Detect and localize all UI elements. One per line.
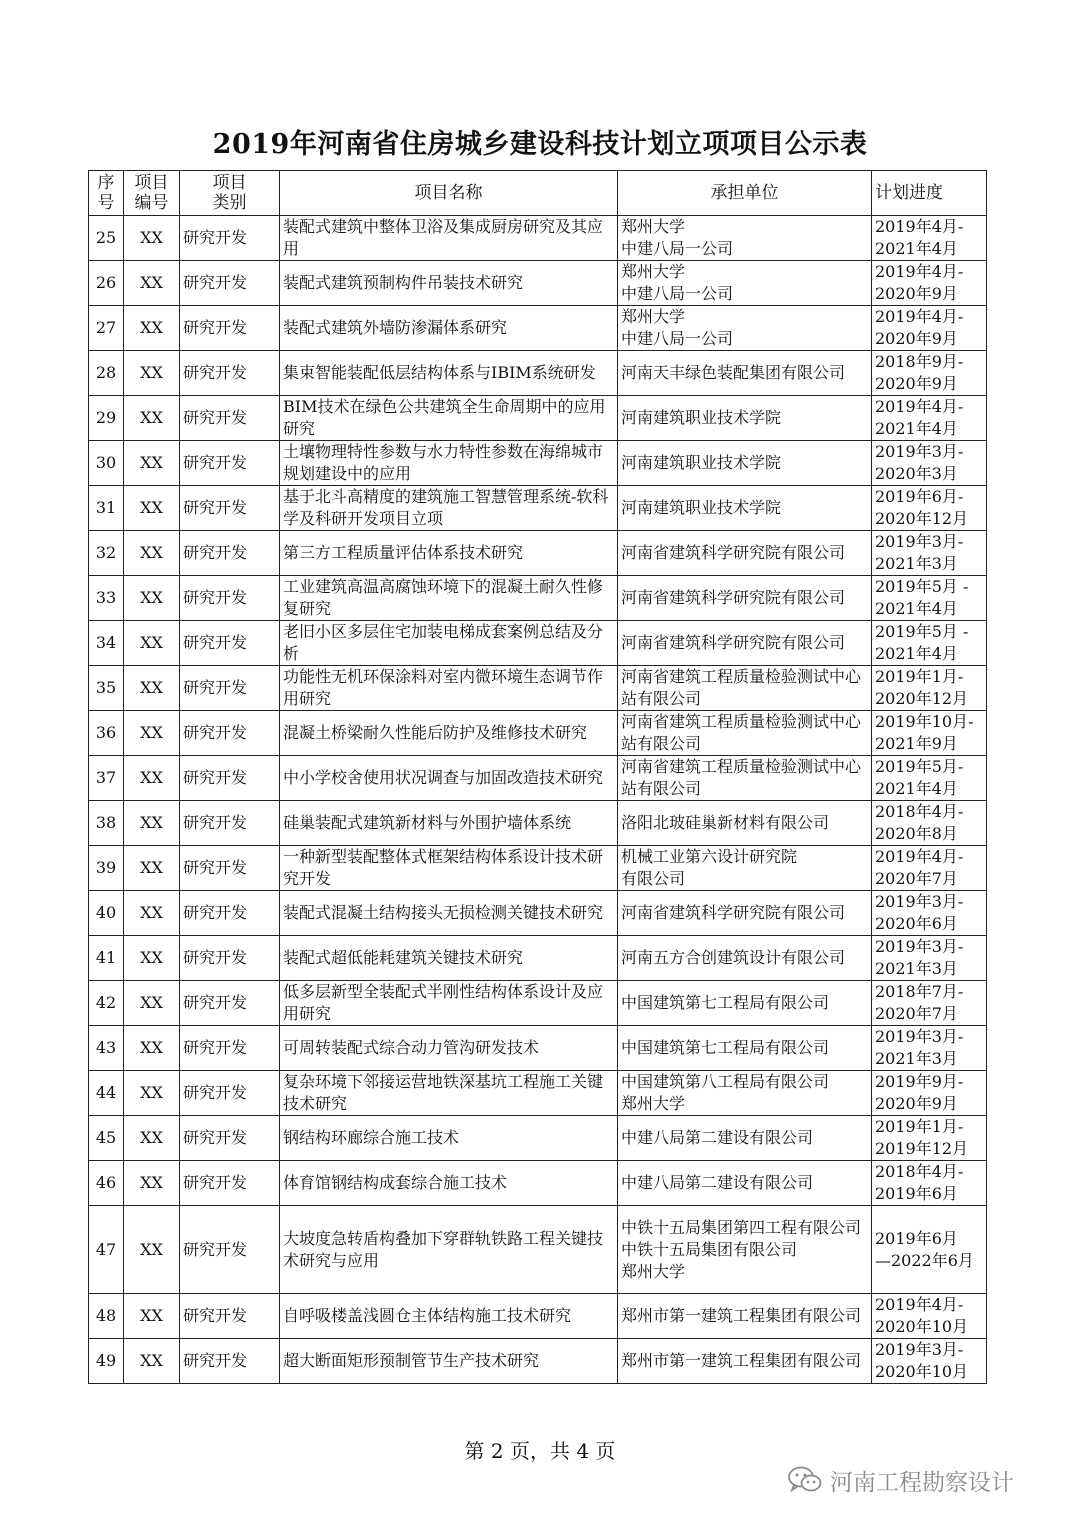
row-name: 老旧小区多层住宅加装电梯成套案例总结及分析 [280,621,618,666]
header-name: 项目名称 [280,171,618,216]
row-unit [618,396,872,441]
schedule-line: 2021年4月 [875,599,958,618]
row-name: 装配式超低能耗建筑关键技术研究 [280,936,618,981]
schedule-line: 2020年12月 [875,509,969,528]
schedule-line: 2020年9月 [875,329,958,348]
row-unit [618,441,872,486]
row-category: 研究开发 [180,666,280,711]
schedule-line: 2021年3月 [875,1049,958,1068]
row-schedule [872,261,987,306]
row-category: 研究开发 [180,306,280,351]
row-seq: 42 [89,981,124,1026]
schedule-line: 2019年5月 - [875,622,969,641]
page-number: 第 2 页，共 4 页 [464,1439,616,1463]
wechat-icon [788,1466,822,1494]
row-code: XX [124,306,180,351]
row-name: 可周转装配式综合动力管沟研发技术 [280,1026,618,1071]
row-unit [618,486,872,531]
row-schedule [872,846,987,891]
unit-line: 中国建筑第七工程局有限公司 [621,1038,830,1057]
table-row [89,576,987,621]
schedule-line: 2019年4月- [875,217,964,236]
row-code: XX [124,1071,180,1116]
row-seq: 31 [89,486,124,531]
schedule-line: 2019年1月- [875,1117,964,1136]
header-code: 项目 编号 [124,171,180,216]
row-unit [618,801,872,846]
row-seq: 45 [89,1116,124,1161]
unit-line: 中国建筑第七工程局有限公司 [621,993,830,1012]
row-name: 自呼吸楼盖浅圆仓主体结构施工技术研究 [280,1294,618,1339]
row-schedule [872,621,987,666]
unit-line: 河南建筑职业技术学院 [621,408,782,427]
row-code: XX [124,756,180,801]
table-row [89,1026,987,1071]
row-unit [618,981,872,1026]
row-name: 功能性无机环保涂料对室内微环境生态调节作用研究 [280,666,618,711]
row-code: XX [124,396,180,441]
watermark [788,1462,1014,1498]
row-schedule [872,666,987,711]
schedule-line: 2020年9月 [875,284,958,303]
table-row [89,306,987,351]
row-code: XX [124,936,180,981]
schedule-line: 2020年6月 [875,914,958,933]
schedule-line: 2019年5月 - [875,577,969,596]
row-seq: 37 [89,756,124,801]
row-unit [618,1071,872,1116]
row-code: XX [124,1339,180,1384]
table-row [89,711,987,756]
row-unit [618,261,872,306]
row-seq: 34 [89,621,124,666]
schedule-line: 2019年4月- [875,847,964,866]
schedule-line: 2019年3月- [875,1027,964,1046]
unit-line: 中国建筑第八工程局有限公司 [621,1072,830,1091]
row-seq: 41 [89,936,124,981]
row-category: 研究开发 [180,1026,280,1071]
row-seq: 25 [89,216,124,261]
table-row [89,666,987,711]
row-category: 研究开发 [180,756,280,801]
row-code: XX [124,216,180,261]
schedule-line: 2019年3月- [875,532,964,551]
row-code: XX [124,441,180,486]
row-code: XX [124,1026,180,1071]
row-unit [618,1116,872,1161]
schedule-line: 2020年12月 [875,689,969,708]
unit-line: 河南天丰绿色装配集团有限公司 [621,363,846,382]
row-name: 工业建筑高温高腐蚀环境下的混凝土耐久性修复研究 [280,576,618,621]
row-code: XX [124,981,180,1026]
row-unit [618,306,872,351]
row-schedule [872,801,987,846]
page-title: 2019年河南省住房城乡建设科技计划立项项目公示表 [212,129,868,160]
row-category: 研究开发 [180,1071,280,1116]
row-category: 研究开发 [180,621,280,666]
unit-line: 河南省建筑工程质量检验测试中心站有限公司 [621,712,862,753]
unit-line: 河南五方合创建筑设计有限公司 [621,948,846,967]
row-unit [618,1339,872,1384]
row-category: 研究开发 [180,891,280,936]
unit-line: 中建八局一公司 [621,239,734,258]
schedule-line: 2020年10月 [875,1317,969,1336]
unit-line: 郑州大学 [621,307,686,326]
row-code: XX [124,531,180,576]
header-schedule: 计划进度 [872,171,987,216]
table-row [89,1294,987,1339]
row-code: XX [124,621,180,666]
row-category: 研究开发 [180,1294,280,1339]
unit-line: 中铁十五局集团有限公司 [621,1239,798,1259]
row-schedule [872,756,987,801]
row-unit [618,891,872,936]
row-category: 研究开发 [180,216,280,261]
row-seq: 36 [89,711,124,756]
schedule-line: 2019年3月- [875,937,964,956]
unit-line: 河南建筑职业技术学院 [621,498,782,517]
schedule-line: 2018年4月- [875,1162,964,1181]
unit-line: 河南建筑职业技术学院 [621,453,782,472]
row-schedule [872,1206,987,1294]
row-schedule [872,981,987,1026]
row-name: 钢结构环廊综合施工技术 [280,1116,618,1161]
row-code: XX [124,576,180,621]
schedule-line: 2019年3月- [875,1340,964,1359]
header-seq: 序 号 [89,171,124,216]
table-row [89,261,987,306]
row-unit [618,711,872,756]
row-schedule [872,486,987,531]
row-schedule [872,396,987,441]
schedule-line: 2019年1月- [875,667,964,686]
row-unit [618,576,872,621]
row-category: 研究开发 [180,1161,280,1206]
row-name: 中小学校舍使用状况调查与加固改造技术研究 [280,756,618,801]
table-row [89,846,987,891]
unit-line: 河南省建筑科学研究院有限公司 [621,903,846,922]
row-category: 研究开发 [180,711,280,756]
row-seq: 49 [89,1339,124,1384]
schedule-line: 2019年4月- [875,262,964,281]
table-row [89,621,987,666]
unit-line: 中建八局一公司 [621,329,734,348]
row-unit [618,621,872,666]
schedule-line: 2020年10月 [875,1362,969,1381]
row-name: 体育馆钢结构成套综合施工技术 [280,1161,618,1206]
row-name: 集束智能装配低层结构体系与IBIM系统研发 [280,351,618,396]
schedule-line: 2018年4月- [875,802,964,821]
unit-line: 有限公司 [621,869,686,888]
unit-line: 中建八局第二建设有限公司 [621,1173,814,1192]
schedule-line: 2021年4月 [875,239,958,258]
row-schedule [872,441,987,486]
row-name: 装配式建筑中整体卫浴及集成厨房研究及其应用 [280,216,618,261]
row-unit [618,936,872,981]
table-row [89,1071,987,1116]
row-category: 研究开发 [180,1206,280,1294]
row-name: 装配式建筑预制构件吊装技术研究 [280,261,618,306]
schedule-line: 2018年7月- [875,982,964,1001]
row-code: XX [124,1294,180,1339]
table-row [89,891,987,936]
row-code: XX [124,261,180,306]
row-code: XX [124,801,180,846]
schedule-line: 2021年4月 [875,644,958,663]
schedule-line: 2019年5月- [875,757,964,776]
schedule-line: 2019年10月- [875,712,974,731]
row-code: XX [124,666,180,711]
table-row [89,216,987,261]
unit-line: 中铁十五局集团第四工程有限公司 [621,1217,862,1237]
row-schedule [872,531,987,576]
schedule-line: 2019年6月 [875,1184,958,1203]
header-category: 项目 类别 [180,171,280,216]
row-seq: 48 [89,1294,124,1339]
row-category: 研究开发 [180,801,280,846]
table-row [89,531,987,576]
unit-line: 河南省建筑科学研究院有限公司 [621,543,846,562]
table-row [89,1339,987,1384]
row-unit [618,846,872,891]
header-unit: 承担单位 [618,171,872,216]
table-row [89,936,987,981]
schedule-line: 2019年4月- [875,1295,964,1314]
row-name: BIM技术在绿色公共建筑全生命周期中的应用研究 [280,396,618,441]
row-schedule [872,216,987,261]
unit-line: 郑州大学 [621,262,686,281]
row-category: 研究开发 [180,576,280,621]
row-schedule [872,1026,987,1071]
unit-line: 郑州大学 [621,1261,686,1281]
row-unit [618,666,872,711]
schedule-line: 2021年4月 [875,779,958,798]
row-name: 大坡度急转盾构叠加下穿群轨铁路工程关键技术研究与应用 [280,1206,618,1294]
row-category: 研究开发 [180,936,280,981]
schedule-line: 2019年12月 [875,1139,969,1158]
unit-line: 河南省建筑科学研究院有限公司 [621,633,846,652]
row-code: XX [124,891,180,936]
row-category: 研究开发 [180,981,280,1026]
table-row [89,1116,987,1161]
row-code: XX [124,846,180,891]
row-category: 研究开发 [180,846,280,891]
row-schedule [872,351,987,396]
row-category: 研究开发 [180,531,280,576]
table-header-row [89,171,987,216]
unit-line: 中建八局一公司 [621,284,734,303]
schedule-line: 2021年9月 [875,734,958,753]
schedule-line: 2020年7月 [875,1004,958,1023]
row-seq: 44 [89,1071,124,1116]
schedule-line: 2019年6月- [875,487,964,506]
table-row [89,801,987,846]
schedule-line: 2020年9月 [875,374,958,393]
row-seq: 40 [89,891,124,936]
schedule-line: 2021年4月 [875,419,958,438]
row-name: 低多层新型全装配式半刚性结构体系设计及应用研究 [280,981,618,1026]
watermark-text: 河南工程勘察设计 [830,1469,1014,1496]
row-unit [618,531,872,576]
unit-line: 河南省建筑科学研究院有限公司 [621,588,846,607]
row-unit [618,1161,872,1206]
row-seq: 47 [89,1206,124,1294]
unit-line: 河南省建筑工程质量检验测试中心站有限公司 [621,667,862,708]
row-schedule [872,1294,987,1339]
row-seq: 43 [89,1026,124,1071]
schedule-line: 2020年9月 [875,1094,958,1113]
schedule-line: 2019年4月- [875,307,964,326]
row-seq: 33 [89,576,124,621]
row-name: 装配式建筑外墙防渗漏体系研究 [280,306,618,351]
row-category: 研究开发 [180,396,280,441]
row-name: 装配式混凝土结构接头无损检测关键技术研究 [280,891,618,936]
row-seq: 29 [89,396,124,441]
row-unit [618,1026,872,1071]
row-name: 硅巢装配式建筑新材料与外围护墙体系统 [280,801,618,846]
row-seq: 38 [89,801,124,846]
schedule-line: 2021年3月 [875,959,958,978]
row-code: XX [124,1116,180,1161]
table-row [89,441,987,486]
table-row [89,1161,987,1206]
row-category: 研究开发 [180,441,280,486]
schedule-line: 2021年3月 [875,554,958,573]
row-seq: 39 [89,846,124,891]
row-schedule [872,711,987,756]
row-name: 混凝土桥梁耐久性能后防护及维修技术研究 [280,711,618,756]
unit-line: 郑州市第一建筑工程集团有限公司 [621,1306,862,1325]
row-category: 研究开发 [180,1339,280,1384]
unit-line: 机械工业第六设计研究院 [621,847,798,866]
schedule-line: 2019年3月- [875,892,964,911]
table-row [89,1206,987,1294]
row-schedule [872,1161,987,1206]
row-schedule [872,891,987,936]
unit-line: 中建八局第二建设有限公司 [621,1128,814,1147]
row-unit [618,1294,872,1339]
row-category: 研究开发 [180,486,280,531]
unit-line: 郑州大学 [621,217,686,236]
schedule-line: —2022年6月 [875,1250,974,1270]
schedule-line: 2020年8月 [875,824,958,843]
row-schedule [872,1071,987,1116]
row-seq: 27 [89,306,124,351]
row-name: 基于北斗高精度的建筑施工智慧管理系统-软科学及科研开发项目立项 [280,486,618,531]
table-row [89,396,987,441]
table-body [89,216,987,1384]
unit-line: 郑州大学 [621,1094,686,1113]
table-row [89,486,987,531]
table-row [89,981,987,1026]
schedule-line: 2018年9月- [875,352,964,371]
schedule-line: 2020年3月 [875,464,958,483]
row-seq: 32 [89,531,124,576]
row-name: 超大断面矩形预制管节生产技术研究 [280,1339,618,1384]
row-category: 研究开发 [180,1116,280,1161]
schedule-line: 2019年3月- [875,442,964,461]
row-schedule [872,576,987,621]
table-row [89,351,987,396]
row-schedule [872,1116,987,1161]
row-code: XX [124,1161,180,1206]
row-unit [618,1206,872,1294]
schedule-line: 2019年6月 [875,1228,958,1248]
row-unit [618,216,872,261]
row-category: 研究开发 [180,261,280,306]
row-seq: 28 [89,351,124,396]
row-schedule [872,936,987,981]
unit-line: 河南省建筑工程质量检验测试中心站有限公司 [621,757,862,798]
row-code: XX [124,486,180,531]
unit-line: 郑州市第一建筑工程集团有限公司 [621,1351,862,1370]
row-name: 第三方工程质量评估体系技术研究 [280,531,618,576]
row-schedule [872,306,987,351]
row-category: 研究开发 [180,351,280,396]
row-name: 土壤物理特性参数与水力特性参数在海绵城市规划建设中的应用 [280,441,618,486]
row-code: XX [124,1206,180,1294]
unit-line: 洛阳北玻硅巢新材料有限公司 [621,813,830,832]
row-code: XX [124,351,180,396]
row-unit [618,351,872,396]
row-name: 复杂环境下邻接运营地铁深基坑工程施工关键技术研究 [280,1071,618,1116]
row-unit [618,756,872,801]
schedule-line: 2019年9月- [875,1072,964,1091]
row-name: 一种新型装配整体式框架结构体系设计技术研究开发 [280,846,618,891]
row-seq: 46 [89,1161,124,1206]
row-seq: 30 [89,441,124,486]
row-code: XX [124,711,180,756]
row-seq: 35 [89,666,124,711]
table-row [89,756,987,801]
row-schedule [872,1339,987,1384]
project-table [88,170,987,1384]
schedule-line: 2019年4月- [875,397,964,416]
schedule-line: 2020年7月 [875,869,958,888]
row-seq: 26 [89,261,124,306]
